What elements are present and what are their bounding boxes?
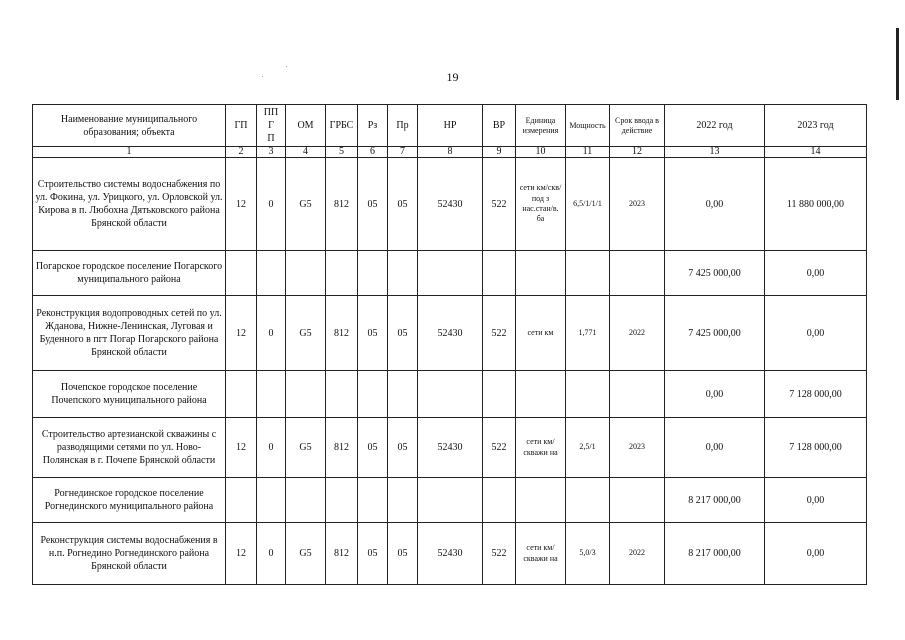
col-number: 5 bbox=[326, 147, 358, 158]
cell-vr bbox=[483, 371, 516, 418]
cell-om: G5 bbox=[286, 418, 326, 478]
cell-pr bbox=[388, 251, 418, 296]
cell-om bbox=[286, 478, 326, 523]
col-number: 10 bbox=[516, 147, 566, 158]
cell-rz bbox=[358, 371, 388, 418]
table-row bbox=[33, 371, 867, 418]
cell-unit: сети км/скважи на bbox=[516, 523, 566, 585]
cell-grbs bbox=[326, 478, 358, 523]
cell-term: 2022 bbox=[610, 296, 665, 371]
cell-2022: 0,00 bbox=[665, 371, 765, 418]
cell-gp: 12 bbox=[226, 523, 257, 585]
page-number: 19 bbox=[446, 70, 459, 84]
cell-power bbox=[566, 478, 610, 523]
scan-edge-mark bbox=[896, 28, 899, 100]
col-number: 6 bbox=[358, 147, 388, 158]
col-header-term: Срок ввода в действие bbox=[610, 105, 665, 147]
col-number: 2 bbox=[226, 147, 257, 158]
cell-nr bbox=[418, 478, 483, 523]
col-number: 4 bbox=[286, 147, 326, 158]
col-header-vr: ВР bbox=[483, 105, 516, 147]
cell-2022: 8 217 000,00 bbox=[665, 523, 765, 585]
cell-term bbox=[610, 478, 665, 523]
cell-power: 5,0/3 bbox=[566, 523, 610, 585]
col-header-om: ОМ bbox=[286, 105, 326, 147]
col-header-grbs: ГРБС bbox=[326, 105, 358, 147]
cell-om: G5 bbox=[286, 296, 326, 371]
municipality-name: Погарское городское поселение Погарского муниципального района bbox=[33, 251, 226, 296]
cell-grbs: 812 bbox=[326, 418, 358, 478]
cell-pr: 05 bbox=[388, 296, 418, 371]
col-number: 9 bbox=[483, 147, 516, 158]
cell-unit bbox=[516, 251, 566, 296]
cell-pr: 05 bbox=[388, 523, 418, 585]
cell-om bbox=[286, 251, 326, 296]
col-header-power: Мощность bbox=[566, 105, 610, 147]
cell-ppgp: 0 bbox=[257, 158, 286, 251]
cell-ppgp bbox=[257, 478, 286, 523]
cell-2023: 0,00 bbox=[765, 478, 867, 523]
cell-2022: 7 425 000,00 bbox=[665, 296, 765, 371]
cell-unit bbox=[516, 478, 566, 523]
cell-vr: 522 bbox=[483, 418, 516, 478]
cell-pr bbox=[388, 478, 418, 523]
cell-term: 2023 bbox=[610, 158, 665, 251]
cell-2023: 7 128 000,00 bbox=[765, 371, 867, 418]
object-name: Реконструкция водопроводных сетей по ул. Жданова, Нижне-Ленинская, Луговая и Буденного в пгт Погар Погарского района Брянской области bbox=[33, 296, 226, 371]
col-header-nr: НР bbox=[418, 105, 483, 147]
col-header-gp: ГП bbox=[226, 105, 257, 147]
cell-term bbox=[610, 371, 665, 418]
cell-grbs: 812 bbox=[326, 523, 358, 585]
cell-ppgp bbox=[257, 371, 286, 418]
col-number: 3 bbox=[257, 147, 286, 158]
cell-2023: 7 128 000,00 bbox=[765, 418, 867, 478]
cell-grbs bbox=[326, 251, 358, 296]
object-name: Строительство системы водоснабжения по ул. Фокина, ул. Урицкого, ул. Орловской ул. Кирова в п. Любохна Дятьковского района Брянской области bbox=[33, 158, 226, 251]
cell-nr: 52430 bbox=[418, 158, 483, 251]
cell-unit: сети км bbox=[516, 296, 566, 371]
cell-vr bbox=[483, 251, 516, 296]
object-name: Реконструкция системы водоснабжения в н.п. Рогнедино Рогнединского района Брянской области bbox=[33, 523, 226, 585]
cell-gp: 12 bbox=[226, 158, 257, 251]
cell-pr: 05 bbox=[388, 158, 418, 251]
cell-2022: 8 217 000,00 bbox=[665, 478, 765, 523]
col-number: 7 bbox=[388, 147, 418, 158]
cell-ppgp bbox=[257, 251, 286, 296]
cell-power bbox=[566, 371, 610, 418]
table-row bbox=[33, 523, 867, 585]
cell-vr: 522 bbox=[483, 296, 516, 371]
cell-om: G5 bbox=[286, 523, 326, 585]
cell-gp bbox=[226, 478, 257, 523]
cell-2022: 0,00 bbox=[665, 418, 765, 478]
cell-power: 1,771 bbox=[566, 296, 610, 371]
cell-grbs: 812 bbox=[326, 296, 358, 371]
cell-nr bbox=[418, 371, 483, 418]
col-number: 11 bbox=[566, 147, 610, 158]
budget-table bbox=[32, 104, 867, 585]
cell-rz: 05 bbox=[358, 296, 388, 371]
header-row bbox=[33, 105, 867, 147]
cell-pr bbox=[388, 371, 418, 418]
cell-nr: 52430 bbox=[418, 418, 483, 478]
municipality-name: Рогнединское городское поселение Рогнединского муниципального района bbox=[33, 478, 226, 523]
scan-speck bbox=[262, 76, 263, 77]
col-header-unit: Единица измерения bbox=[516, 105, 566, 147]
cell-2023: 0,00 bbox=[765, 523, 867, 585]
col-number: 1 bbox=[33, 147, 226, 158]
col-number: 14 bbox=[765, 147, 867, 158]
column-number-row bbox=[33, 147, 867, 158]
cell-ppgp: 0 bbox=[257, 418, 286, 478]
table-row bbox=[33, 418, 867, 478]
municipality-name: Почепское городское поселение Почепского муниципального района bbox=[33, 371, 226, 418]
cell-vr: 522 bbox=[483, 523, 516, 585]
cell-power: 2,5/1 bbox=[566, 418, 610, 478]
cell-nr: 52430 bbox=[418, 523, 483, 585]
cell-term: 2022 bbox=[610, 523, 665, 585]
cell-rz bbox=[358, 251, 388, 296]
table-row bbox=[33, 478, 867, 523]
col-header-2023: 2023 год bbox=[765, 105, 867, 147]
col-header-rz: Рз bbox=[358, 105, 388, 147]
cell-2023: 0,00 bbox=[765, 296, 867, 371]
cell-2022: 0,00 bbox=[665, 158, 765, 251]
col-header-name: Наименование муниципального образования; объекта bbox=[33, 105, 226, 147]
cell-2023: 0,00 bbox=[765, 251, 867, 296]
cell-om bbox=[286, 371, 326, 418]
cell-grbs: 812 bbox=[326, 158, 358, 251]
cell-vr: 522 bbox=[483, 158, 516, 251]
cell-unit: сети км/скважи на bbox=[516, 418, 566, 478]
cell-vr bbox=[483, 478, 516, 523]
col-number: 8 bbox=[418, 147, 483, 158]
cell-ppgp: 0 bbox=[257, 523, 286, 585]
col-header-ppgp: ПП Г П bbox=[257, 105, 286, 147]
cell-grbs bbox=[326, 371, 358, 418]
cell-gp: 12 bbox=[226, 296, 257, 371]
cell-term bbox=[610, 251, 665, 296]
cell-rz: 05 bbox=[358, 158, 388, 251]
cell-nr: 52430 bbox=[418, 296, 483, 371]
cell-unit: сети км/скв/под з нас.стан/в. ба bbox=[516, 158, 566, 251]
object-name: Строительство артезианской скважины с разводящими сетями по ул. Ново-Полянская в г. Почепе Брянской области bbox=[33, 418, 226, 478]
cell-nr bbox=[418, 251, 483, 296]
table-row bbox=[33, 251, 867, 296]
cell-unit bbox=[516, 371, 566, 418]
col-number: 13 bbox=[665, 147, 765, 158]
col-header-2022: 2022 год bbox=[665, 105, 765, 147]
table-row bbox=[33, 158, 867, 251]
cell-gp: 12 bbox=[226, 418, 257, 478]
col-header-pr: Пр bbox=[388, 105, 418, 147]
cell-power: 6,5/1/1/1 bbox=[566, 158, 610, 251]
table-row bbox=[33, 296, 867, 371]
cell-pr: 05 bbox=[388, 418, 418, 478]
cell-gp bbox=[226, 251, 257, 296]
cell-2022: 7 425 000,00 bbox=[665, 251, 765, 296]
col-number: 12 bbox=[610, 147, 665, 158]
cell-gp bbox=[226, 371, 257, 418]
cell-rz: 05 bbox=[358, 418, 388, 478]
scan-speck bbox=[286, 66, 287, 67]
cell-2023: 11 880 000,00 bbox=[765, 158, 867, 251]
cell-om: G5 bbox=[286, 158, 326, 251]
cell-ppgp: 0 bbox=[257, 296, 286, 371]
cell-power bbox=[566, 251, 610, 296]
cell-rz bbox=[358, 478, 388, 523]
cell-term: 2023 bbox=[610, 418, 665, 478]
cell-rz: 05 bbox=[358, 523, 388, 585]
